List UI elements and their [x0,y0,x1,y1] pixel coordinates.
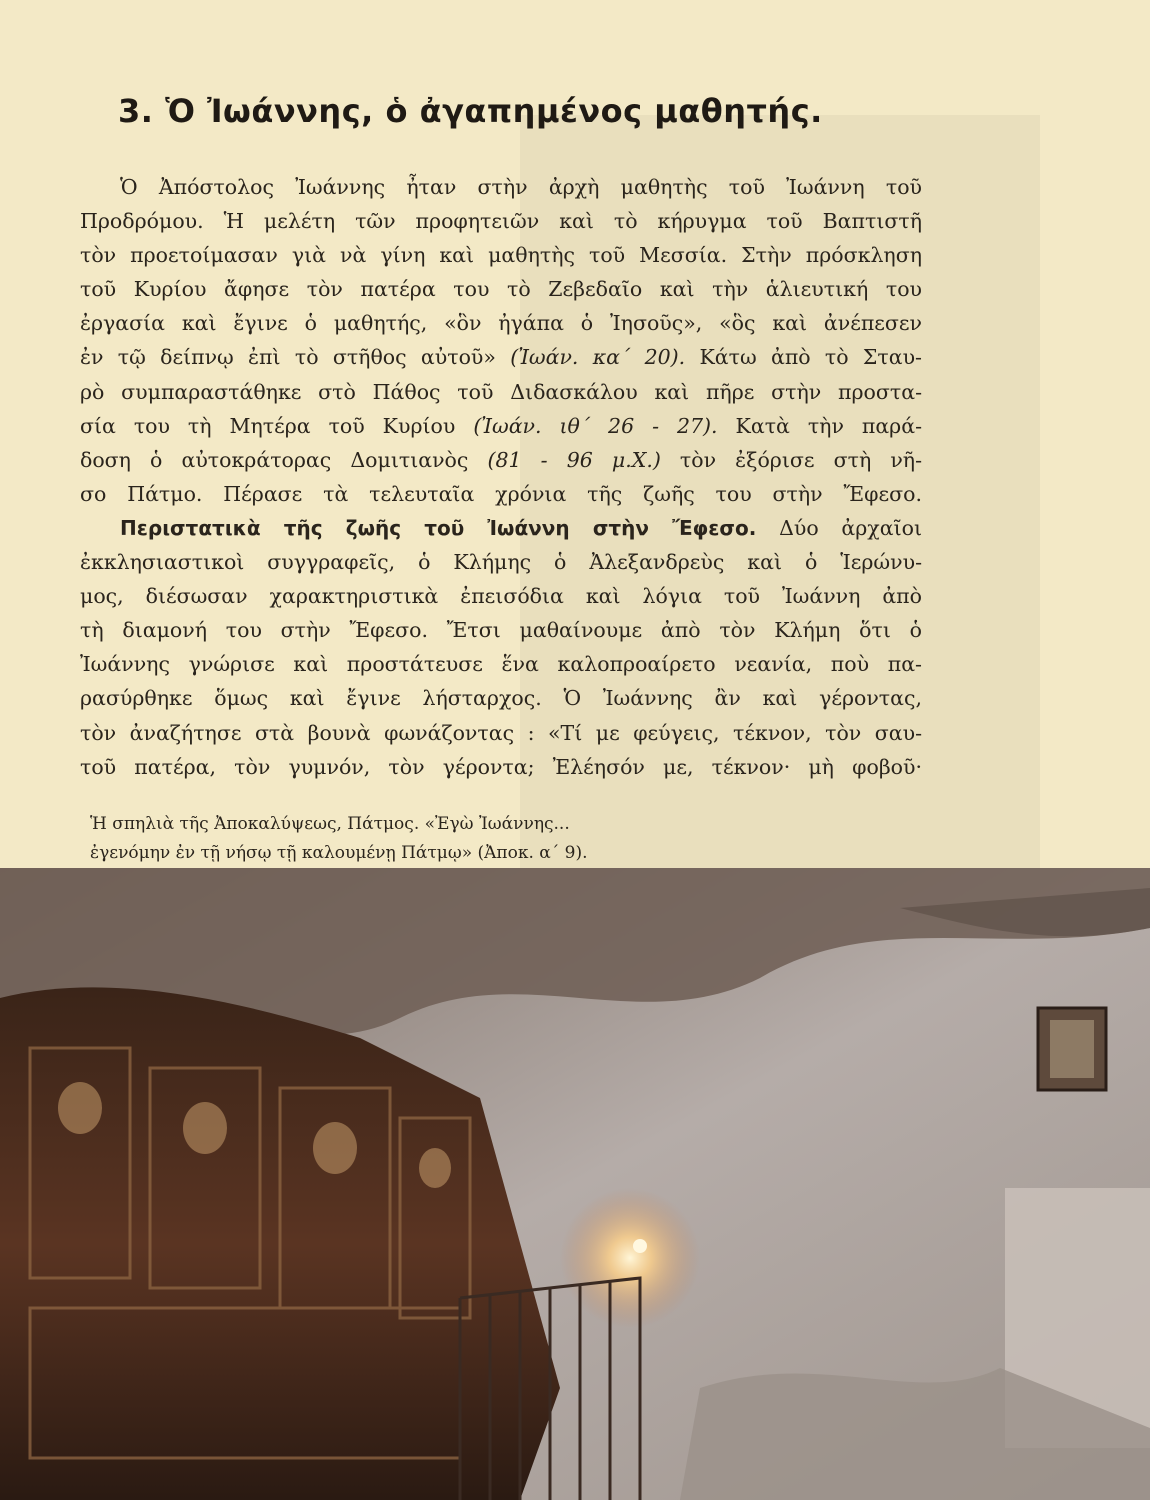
scripture-reference: (Ἰωάν. κα΄ 20). [510,345,686,370]
paragraph1-line: Προδρόμου. Ἡ μελέτη τῶν προφητειῶν καὶ τὸ κήρυγμα τοῦ Βαπτιστῆ [80,209,922,234]
text-run: Κάτω ἀπὸ τὸ Σταυ- [685,345,922,370]
wall-icon-inner [1050,1020,1094,1078]
photo-caption [90,810,790,868]
caption-line: Ἡ σπηλιὰ τῆς Ἀποκαλύψεως, Πάτμος. «Ἐγὼ Ἰωάννης... [90,814,570,834]
text-run: Κατὰ τὴν παρά- [717,413,922,438]
candle-flame [633,1239,647,1253]
section-heading: 3. Ὁ Ἰωάννης, ὁ ἀγαπημένος μαθητής. [118,92,823,130]
paragraph1-line: σο Πάτμο. Πέρασε τὰ τελευταῖα χρόνια τῆς ζωῆς του στὴν Ἔφεσο. [80,481,922,506]
paragraph1-line: τοῦ Κυρίου ἄφησε τὸν πατέρα του τὸ Ζεβεδαῖο καὶ τὴν ἁλιευτική του [80,277,922,302]
text-run: τὸν ἐξόρισε στὴ νῆ- [660,447,922,472]
paragraph2-line: τὸν ἀναζήτησε στὰ βουνὰ φωνάζοντας : «Τί με φεύγεις, τέκνον, τὸν σαυ- [80,720,922,745]
text-run: ἐν τῷ δείπνῳ ἐπὶ τὸ στῆθος αὐτοῦ» [80,345,511,370]
paragraph2-title: Περιστατικὰ τῆς ζωῆς τοῦ Ἰωάννη στὴν Ἔφεσο. [120,515,757,540]
date-reference: (81 - 96 μ.Χ.) [487,447,661,472]
paragraph1-line: ἐργασία καὶ ἔγινε ὁ μαθητής, «ὃν ἠγάπα ὁ Ἰησοῦς», «ὃς καὶ ἀνέπεσεν [80,311,922,336]
paragraph2-line: τὴ διαμονή του στὴν Ἔφεσο. Ἔτσι μαθαίνουμε ἀπὸ τὸν Κλήμη ὅτι ὁ [80,618,922,643]
cave-photo-illustration [0,868,1150,1500]
paragraph1-line: τὸν προετοίμασαν γιὰ νὰ γίνη καὶ μαθητὴς τοῦ Μεσσία. Στὴν πρόσκληση [80,243,922,268]
paragraph1-line: Ὁ Ἀπόστολος Ἰωάννης ἦταν στὴν ἀρχὴ μαθητὴς τοῦ Ἰωάννη τοῦ [120,175,922,199]
paragraph2-line: Ἰωάννης γνώρισε καὶ προστάτευσε ἕνα καλοπροαίρετο νεανία, ποὺ πα- [80,652,922,677]
paragraph1-line [80,340,922,374]
paragraph2-line: ἐκκλησιαστικοὶ συγγραφεῖς, ὁ Κλήμης ὁ Ἀλεξανδρεὺς καὶ ὁ Ἱερώνυ- [80,550,922,575]
scripture-reference: (Ἰωάν. ιθ΄ 26 - 27). [473,413,718,438]
paragraph1-line: ρὸ συμπαραστάθηκε στὸ Πάθος τοῦ Διδασκάλου καὶ πῆρε στὴν προστα- [80,379,922,404]
paragraph1-line [80,443,922,477]
text-run: Δύο ἀρχαῖοι [756,515,922,540]
paragraph2-line: ρασύρθηκε ὅμως καὶ ἔγινε λήσταρχος. Ὁ Ἰωάννης ἂν καὶ γέροντας, [80,686,922,711]
paragraph2-line: τοῦ πατέρα, τὸν γυμνόν, τὸν γέροντα; Ἐλέησόν με, τέκνον· μὴ φοβοῦ· [80,754,922,779]
cave-photo [0,868,1150,1500]
caption-line: ἐγενόμην ἐν τῇ νήσῳ τῇ καλουμένῃ Πάτμῳ» (Ἀποκ. α΄ 9). [90,843,588,863]
paragraph2-first-line [80,511,922,545]
body-text [80,170,922,784]
paragraph1-line [80,409,922,443]
text-run: δοση ὁ αὐτοκράτορας Δομιτιανὸς [80,447,488,472]
text-run: σία του τὴ Μητέρα τοῦ Κυρίου [80,413,474,438]
paragraph2-line: μος, διέσωσαν χαρακτηριστικὰ ἐπεισόδια καὶ λόγια τοῦ Ἰωάννη ἀπὸ [80,584,922,609]
